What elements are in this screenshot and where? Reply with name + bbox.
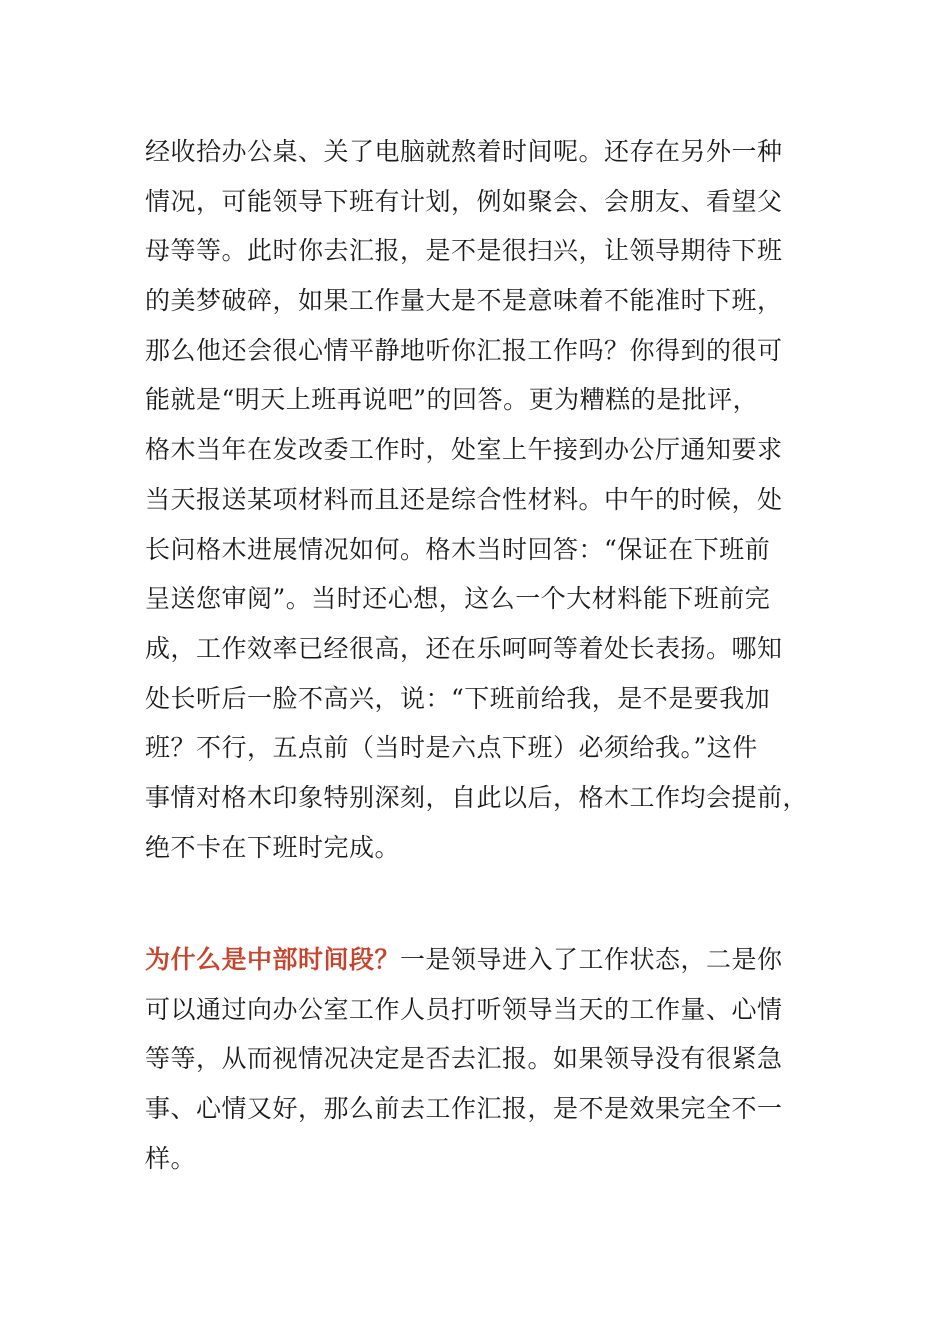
text-line: 情况，可能领导下班有计划，例如聚会、会朋友、看望父 xyxy=(145,186,783,216)
text-line: 样。 xyxy=(145,1143,197,1173)
text-line: 事情对格木印象特别深刻，自此以后，格木工作均会提前， xyxy=(145,782,809,812)
section-heading: 为什么是中部时间段？ xyxy=(145,945,401,974)
text-line-first xyxy=(145,940,815,990)
text-line: 长问格木进展情况如何。格木当时回答：“保证在下班前 xyxy=(145,534,771,564)
paragraph-2 xyxy=(145,940,815,1188)
paragraph-1 xyxy=(145,132,815,877)
text-line: 绝不卡在下班时完成。 xyxy=(145,832,401,862)
text-line: 可以通过向办公室工作人员打听领导当天的工作量、心情 xyxy=(145,994,783,1024)
text-line: 等等，从而视情况决定是否去汇报。如果领导没有很紧急 xyxy=(145,1044,783,1074)
text-line: 事、心情又好，那么前去工作汇报，是不是效果完全不一 xyxy=(145,1094,783,1124)
text-line: 经收拾办公桌、关了电脑就熬着时间呢。还存在另外一种 xyxy=(145,137,783,166)
text-line: 当天报送某项材料而且还是综合性材料。中午的时候，处 xyxy=(145,484,783,514)
text-line-rest: 一是领导进入了工作状态，二是你 xyxy=(400,945,783,974)
text-line: 格木当年在发改委工作时，处室上午接到办公厅通知要求 xyxy=(145,435,783,465)
text-line: 呈送您审阅”。当时还心想，这么一个大材料能下班前完 xyxy=(145,584,771,614)
text-line: 母等等。此时你去汇报，是不是很扫兴，让领导期待下班 xyxy=(145,236,783,266)
text-line: 处长听后一脸不高兴，说：“下班前给我，是不是要我加 xyxy=(145,683,771,713)
text-line: 能就是“明天上班再说吧”的回答。更为糟糕的是批评， xyxy=(145,385,759,415)
text-line: 的美梦破碎，如果工作量大是不是意味着不能准时下班， xyxy=(145,286,783,316)
text-line: 成，工作效率已经很高，还在乐呵呵等着处长表扬。哪知 xyxy=(145,633,783,663)
text-line: 那么他还会很心情平静地听你汇报工作吗？你得到的很可 xyxy=(145,335,783,365)
text-line: 班？不行，五点前（当时是六点下班）必须给我。”这件 xyxy=(145,733,758,763)
